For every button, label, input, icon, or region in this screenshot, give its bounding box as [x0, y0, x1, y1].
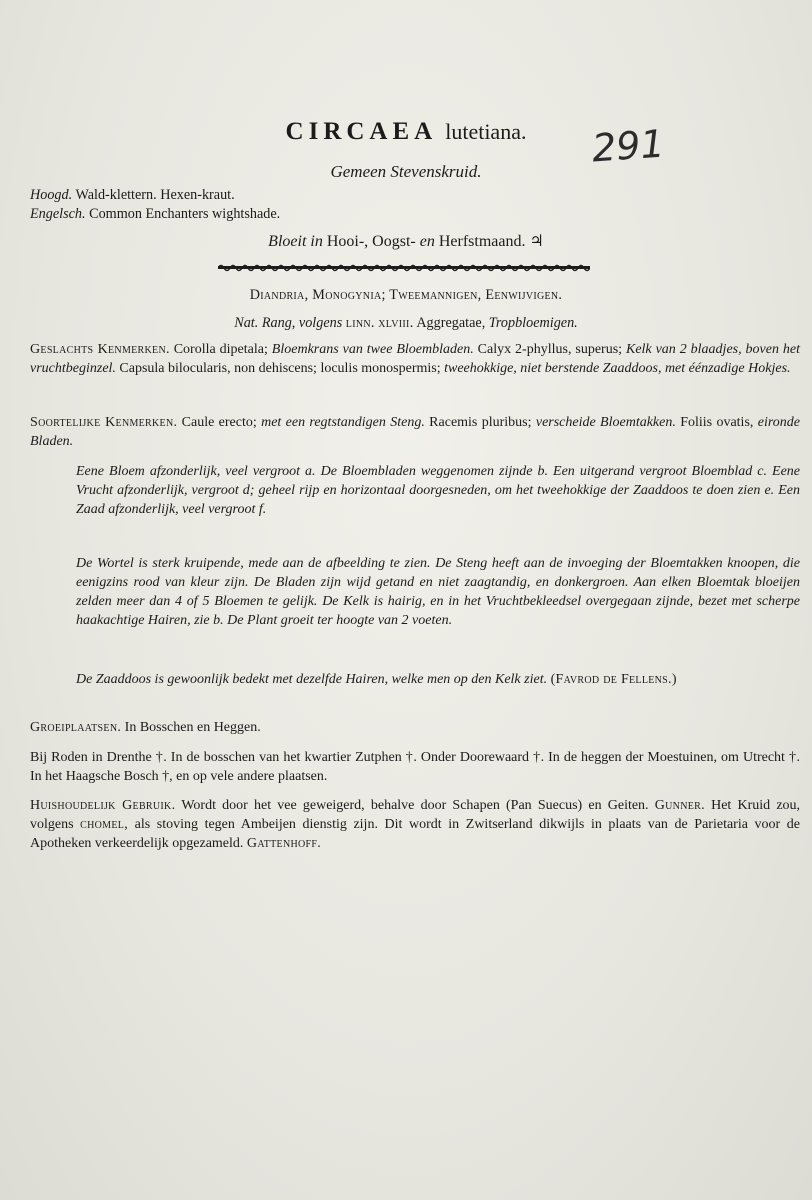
- economic-use: Huishoudelijk Gebruik. Wordt door het vee geweigerd, behalve door Schapen (Pan Suecus) en Geiten. Gunner. Het Kruid zou, volgens chomel, als stoving tegen Ambeijen dienstig zijn. Dit wordt in Zwitserland dikwijls in plaats van de Parietaria voor de Apotheken verkeerdelijk opgezameld. Gattenhoff.: [30, 798, 801, 851]
- title: [0, 118, 812, 146]
- figure-explanation: Eene Bloem afzonderlijk, veel vergroot a. De Bloembladen weggenomen zijnde b. Een uitgerand vergroot Bloemblad c. Eene Vrucht afzonderlijk, vergroot d; geheel rijp en horizontaal doorgesneden, om het tweehokkige der Zaaddoos te doen zien e. Een Zaad afzonderlijk, veel vergroot f.: [76, 464, 800, 517]
- perennial-symbol: ♃: [529, 233, 544, 250]
- classification-line: Diandria, Monogynia; Tweemannigen, Eenwijvigen.: [249, 287, 563, 303]
- habitat: Groeiplaatsen. In Bosschen en Heggen.: [30, 720, 261, 735]
- species-name: lutetiana.: [445, 119, 527, 144]
- genus-characters: Geslachts Kenmerken. Corolla dipetala; Bloemkrans van twee Bloembladen. Calyx 2-phyllus, superus; Kelk van 2 blaadjes, boven het vruchtbeginzel. Capsula bilocularis, non dehiscens; loculis monospermis; tweehokkige, niet berstende Zaaddoos, met éénzadige Hokjes.: [30, 342, 801, 376]
- species-characters: Soortelijke Kenmerken. Caule erecto; met een regtstandigen Steng. Racemis pluribus; verscheide Bloemtakken. Foliis ovatis, eironde Bladen.: [30, 415, 800, 449]
- synonym-hoogd: Hoogd. Wald-klettern. Hexen-kraut.: [30, 187, 235, 203]
- locations: Bij Roden in Drenthe †. In de bosschen van het kwartier Zutphen †. Onder Doorewaard †. In de heggen der Moestuinen, om Utrecht †. In het Haagsche Bosch †, en op vele andere plaatsen.: [30, 750, 800, 784]
- genus-name: CIRCAEA: [285, 118, 438, 145]
- common-name: Gemeen Stevenskruid.: [330, 162, 482, 181]
- plant-description: De Wortel is sterk kruipende, mede aan de afbeelding te zien. De Steng heeft aan de invoeging der Bloemtakken knoopen, die eenigzins rood van kleur zijn. De Bladen zijn wijd getand en niet zaagtandig, en donkergroen. Aan elken Bloemtak bloeijen zelden meer dan 4 of 5 Bloemen te gelijk. De Kelk is hairig, en in het Vruchtbekleedsel overgegaan zijnde, bezet met scherpe haakachtige Hairen, zie b. De Plant groeit ter hoogte van 2 voeten.: [76, 556, 800, 628]
- capsule-note: De Zaaddoos is gewoonlijk bedekt met dezelfde Hairen, welke men op den Kelk ziet. (Favrod de Fellens.): [76, 672, 677, 687]
- synonym-engelsch: Engelsch. Common Enchanters wightshade.: [30, 206, 281, 222]
- decorative-rule: [218, 263, 590, 273]
- bloom-period: Bloeit in Hooi-, Oogst- en Herfstmaand. ♃: [268, 233, 544, 250]
- natural-rank-line: Nat. Rang, volgens linn. xlviii. Aggregatae, Tropbloemigen.: [234, 315, 578, 331]
- handwritten-plate-number: 291: [590, 121, 666, 171]
